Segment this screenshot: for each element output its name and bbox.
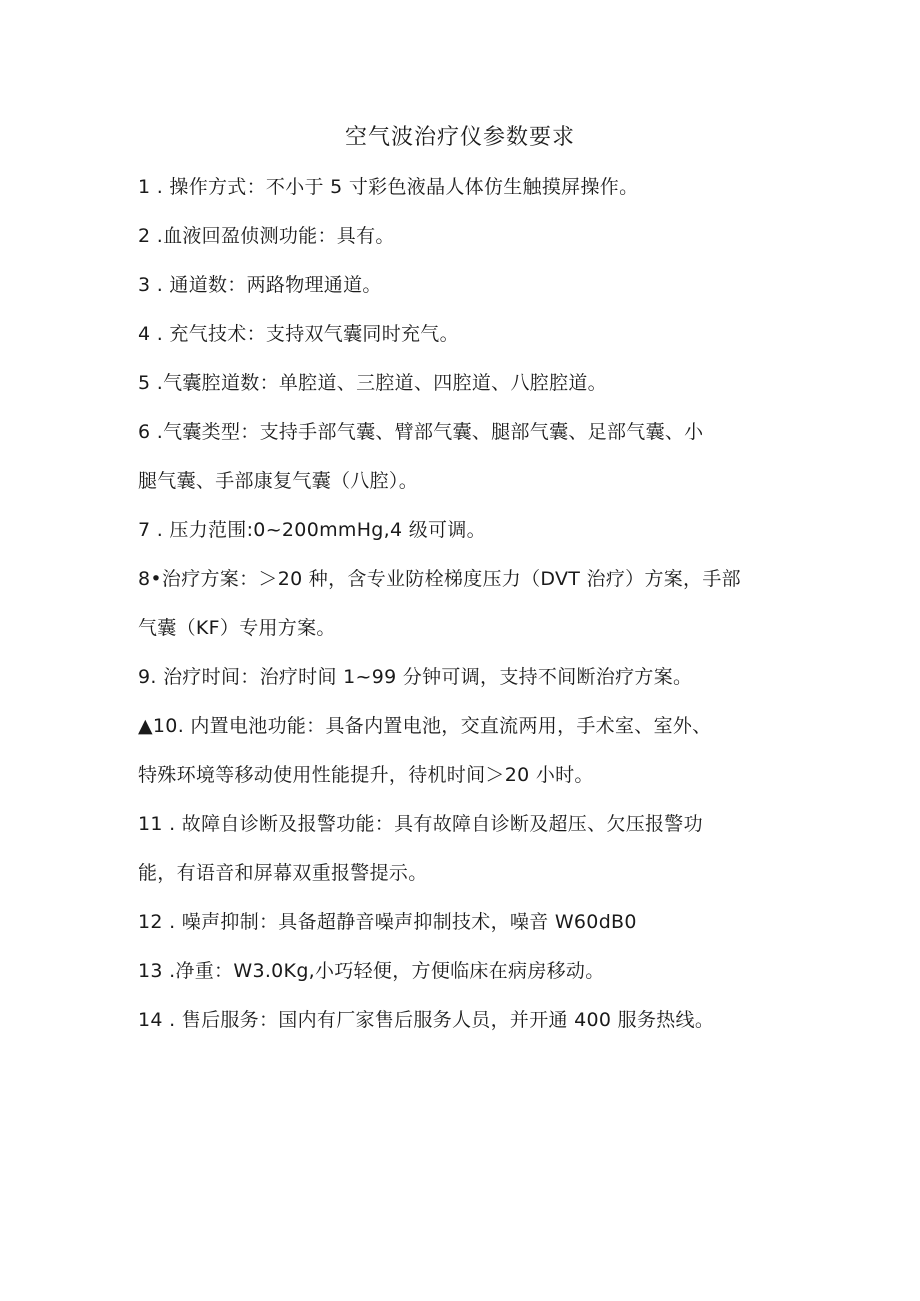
requirement-text-line: 能，有语音和屏幕双重报警提示。 bbox=[138, 862, 428, 884]
requirement-text-line: 14 . 售后服务：国内有厂家售后服务人员，并开通 400 服务热线。 bbox=[138, 1009, 715, 1031]
requirement-item bbox=[138, 808, 788, 889]
requirement-text-line: 6 .气囊类型：支持手部气囊、臂部气囊、腿部气囊、足部气囊、小 bbox=[138, 421, 704, 443]
requirement-item bbox=[138, 318, 788, 350]
requirement-item bbox=[138, 710, 788, 791]
requirement-text-line: 特殊环境等移动使用性能提升，待机时间＞20 小时。 bbox=[138, 764, 594, 786]
document-title: 空气波治疗仪参数要求 bbox=[344, 125, 575, 150]
requirement-text-line: 8•治疗方案：＞20 种，含专业防栓梯度压力（DVT 治疗）方案，手部 bbox=[138, 568, 741, 590]
requirement-text-line: 1 . 操作方式：不小于 5 寸彩色液晶人体仿生触摸屏操作。 bbox=[138, 176, 639, 198]
requirement-item bbox=[138, 269, 788, 301]
requirement-text-line: 腿气囊、手部康复气囊（八腔）。 bbox=[138, 470, 419, 492]
requirement-text-line: 7 . 压力范围:0~200mmHg,4 级可调。 bbox=[138, 519, 486, 541]
requirement-item bbox=[138, 955, 788, 987]
requirement-text-line: 11 . 故障自诊断及报警功能：具有故障自诊断及超压、欠压报警功 bbox=[138, 813, 703, 835]
requirement-text-line: 3 . 通道数：两路物理通道。 bbox=[138, 274, 382, 296]
requirement-text-line: ▲10. 内置电池功能：具备内置电池，交直流两用，手术室、室外、 bbox=[138, 715, 712, 737]
requirement-text-line: 5 .气囊腔道数：单腔道、三腔道、四腔道、八腔腔道。 bbox=[138, 372, 607, 394]
requirement-item bbox=[138, 171, 788, 203]
requirement-item bbox=[138, 563, 788, 644]
requirement-text-line: 12 . 噪声抑制：具备超静音噪声抑制技术，噪音 W60dB0 bbox=[138, 911, 637, 933]
requirement-item bbox=[138, 416, 788, 497]
requirement-list bbox=[138, 171, 788, 1053]
requirement-item bbox=[138, 514, 788, 546]
requirement-item bbox=[138, 906, 788, 938]
requirement-text-line: 9. 治疗时间：治疗时间 1~99 分钟可调，支持不间断治疗方案。 bbox=[138, 666, 693, 688]
requirement-text-line: 气囊（KF）专用方案。 bbox=[138, 617, 336, 639]
requirement-item bbox=[138, 367, 788, 399]
requirement-text-line: 2 .血液回盈侦测功能：具有。 bbox=[138, 225, 395, 247]
requirement-text-line: 4 . 充气技术：支持双气囊同时充气。 bbox=[138, 323, 459, 345]
requirement-text-line: 13 .净重：W3.0Kg,小巧轻便，方便临床在病房移动。 bbox=[138, 960, 605, 982]
requirement-item bbox=[138, 220, 788, 252]
requirement-item bbox=[138, 1004, 788, 1036]
requirement-item bbox=[138, 661, 788, 693]
